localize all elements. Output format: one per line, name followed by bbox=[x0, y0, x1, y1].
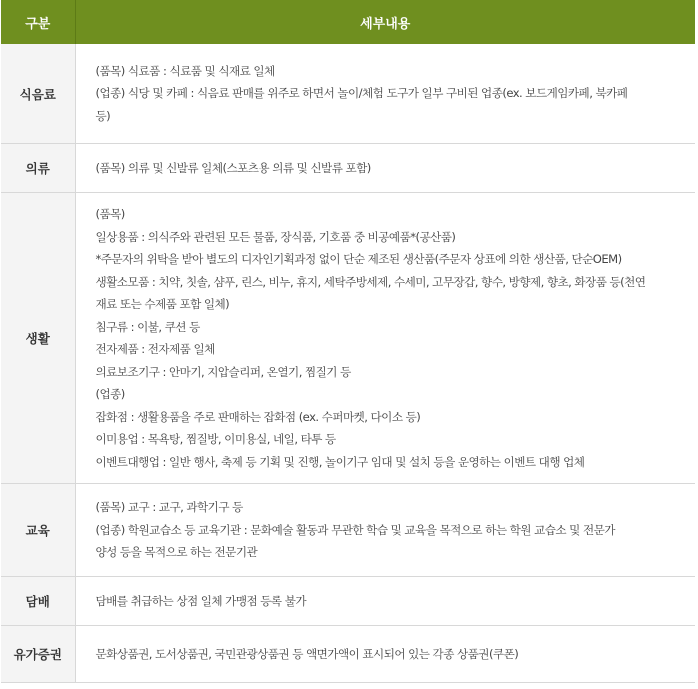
detail-cell bbox=[75, 44, 695, 144]
category-cell: 담배 bbox=[1, 577, 75, 626]
detail-cell bbox=[75, 484, 695, 577]
category-detail-table bbox=[1, 0, 695, 683]
category-cell: 교육 bbox=[1, 484, 75, 577]
table-row-food bbox=[1, 44, 695, 144]
detail-line: (업종) bbox=[95, 387, 125, 401]
table-row-clothing bbox=[1, 144, 695, 193]
table-row-voucher bbox=[1, 626, 695, 683]
detail-cell bbox=[75, 193, 695, 484]
detail-line: 잡화점 : 생활용품을 주로 판매하는 잡화점 (ex. 수퍼마켓, 다이소 등) bbox=[95, 409, 421, 424]
table-header bbox=[1, 0, 695, 44]
header-detail: 세부내용 bbox=[75, 0, 695, 44]
detail-line: (품목) 의류 및 신발류 일체(스포츠용 의류 및 신발류 포함) bbox=[95, 160, 371, 175]
detail-cell bbox=[75, 144, 695, 193]
detail-line: 재료 또는 수제품 포함 일체) bbox=[95, 297, 230, 311]
category-cell: 의류 bbox=[1, 144, 75, 193]
detail-cell bbox=[75, 577, 695, 626]
detail-line: (품목) 교구 : 교구, 과학기구 등 bbox=[95, 500, 243, 515]
detail-line: (품목) bbox=[95, 207, 125, 221]
table-row-education bbox=[1, 484, 695, 577]
detail-line: *주문자의 위탁을 받아 별도의 디자인기획과정 없이 단순 제조된 생산품(주문자 상표에 의한 생산품, 단순OEM) bbox=[95, 252, 622, 266]
detail-line: 의료보조기구 : 안마기, 지압슬리퍼, 온열기, 찜질기 등 bbox=[95, 364, 351, 379]
detail-cell bbox=[75, 626, 695, 683]
detail-line: 이미용업 : 목욕탕, 찜질방, 이미용실, 네일, 타투 등 bbox=[95, 432, 336, 446]
detail-line: (품목) 식료품 : 식료품 및 식재료 일체 bbox=[95, 63, 275, 78]
header-row bbox=[1, 0, 695, 44]
category-cell: 유가증권 bbox=[1, 626, 75, 683]
detail-line: (업종) 학원교습소 등 교육기관 : 문화예술 활동과 무관한 학습 및 교육을 목적으로 하는 학원 교습소 및 전문가 bbox=[95, 522, 615, 537]
category-cell: 생활 bbox=[1, 193, 75, 484]
detail-line: 이벤트대행업 : 일반 행사, 축제 등 기획 및 진행, 놀이기구 임대 및 설치 등을 운영하는 이벤트 대행 업체 bbox=[95, 454, 585, 469]
detail-line: 등) bbox=[95, 108, 111, 123]
table-row-tobacco bbox=[1, 577, 695, 626]
detail-line: 침구류 : 이불, 쿠션 등 bbox=[95, 319, 200, 334]
category-cell: 식음료 bbox=[1, 44, 75, 144]
detail-line: 양성 등을 목적으로 하는 전문기관 bbox=[95, 545, 258, 560]
detail-line: 일상용품 : 의식주와 관련된 모든 물품, 장식품, 기호품 중 비공예품*(공산품) bbox=[95, 229, 456, 244]
detail-line: 전자제품 : 전자제품 일체 bbox=[95, 342, 215, 356]
detail-line: (업종) 식당 및 카페 : 식음료 판매를 위주로 하면서 놀이/체험 도구가 일부 구비된 업종(ex. 보드게임카페, 북카페 bbox=[95, 86, 628, 101]
detail-line: 담배를 취급하는 상점 일체 가맹점 등록 불가 bbox=[95, 593, 307, 608]
header-category: 구분 bbox=[1, 0, 75, 44]
detail-line: 생활소모품 : 치약, 칫솔, 샴푸, 린스, 비누, 휴지, 세탁주방세제, 수세미, 고무장갑, 향수, 방향제, 향초, 화장품 등(천연 bbox=[95, 274, 646, 289]
table-row-living bbox=[1, 193, 695, 484]
detail-line: 문화상품권, 도서상품권, 국민관광상품권 등 액면가액이 표시되어 있는 각종 상품권(쿠폰) bbox=[95, 646, 519, 661]
